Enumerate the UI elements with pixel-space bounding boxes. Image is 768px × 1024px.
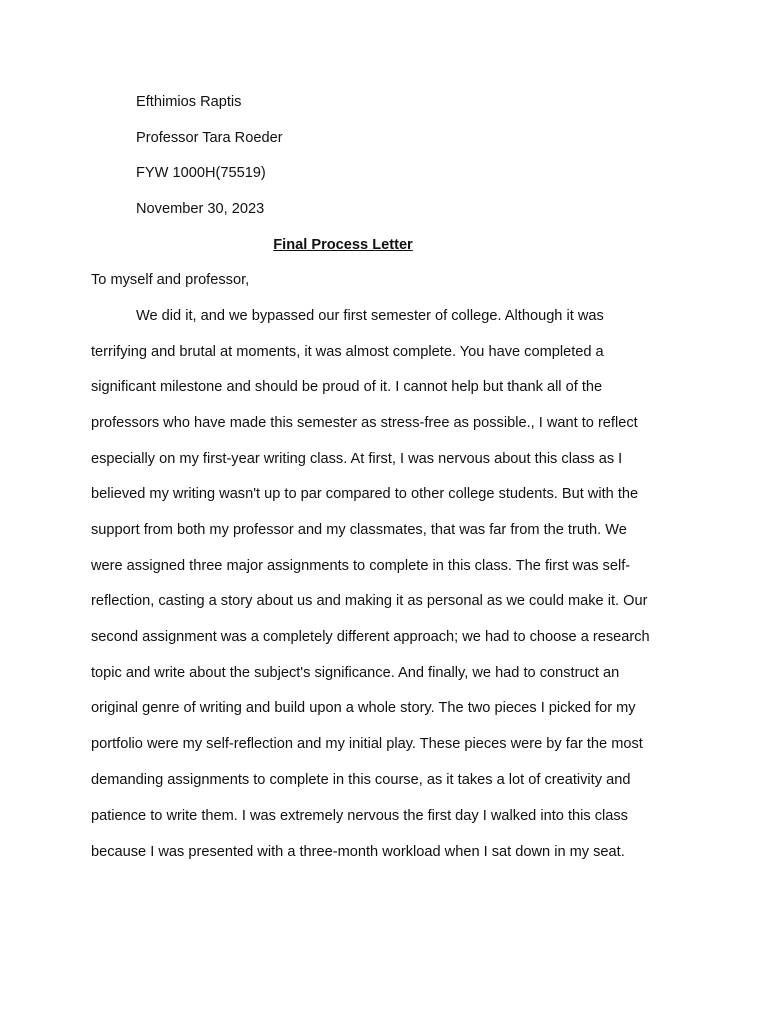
body-line: significant milestone and should be proud of it. I cannot help but thank all of the bbox=[91, 379, 603, 395]
body-line: We did it, and we bypassed our first semester of college. Although it was bbox=[136, 308, 604, 324]
course-code: FYW 1000H(75519) bbox=[136, 165, 266, 181]
author-name: Efthimios Raptis bbox=[136, 94, 242, 110]
body-line: second assignment was a completely different approach; we had to choose a research bbox=[91, 629, 650, 645]
body-line: terrifying and brutal at moments, it was almost complete. You have completed a bbox=[91, 344, 604, 360]
body-line: were assigned three major assignments to complete in this class. The first was self- bbox=[91, 558, 631, 574]
body-line: portfolio were my self-reflection and my initial play. These pieces were by far the most bbox=[91, 736, 643, 752]
letter-date: November 30, 2023 bbox=[136, 201, 265, 217]
body-line: because I was presented with a three-month workload when I sat down in my seat. bbox=[91, 844, 625, 860]
professor-name: Professor Tara Roeder bbox=[136, 130, 283, 146]
body-line: demanding assignments to complete in this course, as it takes a lot of creativity and bbox=[91, 772, 631, 788]
body-line: support from both my professor and my classmates, that was far from the truth. We bbox=[91, 522, 627, 538]
document-title: Final Process Letter bbox=[273, 237, 413, 253]
body-line: especially on my first-year writing class. At first, I was nervous about this class as I bbox=[91, 451, 623, 467]
body-line: original genre of writing and build upon a whole story. The two pieces I picked for my bbox=[91, 700, 636, 716]
body-line: reflection, casting a story about us and making it as personal as we could make it. Our bbox=[91, 593, 648, 609]
body-line: professors who have made this semester as stress-free as possible., I want to reflect bbox=[91, 415, 638, 431]
body-line: believed my writing wasn't up to par compared to other college students. But with the bbox=[91, 486, 639, 502]
body-line: patience to write them. I was extremely nervous the first day I walked into this class bbox=[91, 808, 628, 824]
salutation: To myself and professor, bbox=[91, 272, 250, 288]
body-line: topic and write about the subject's significance. And finally, we had to construct an bbox=[91, 665, 620, 681]
